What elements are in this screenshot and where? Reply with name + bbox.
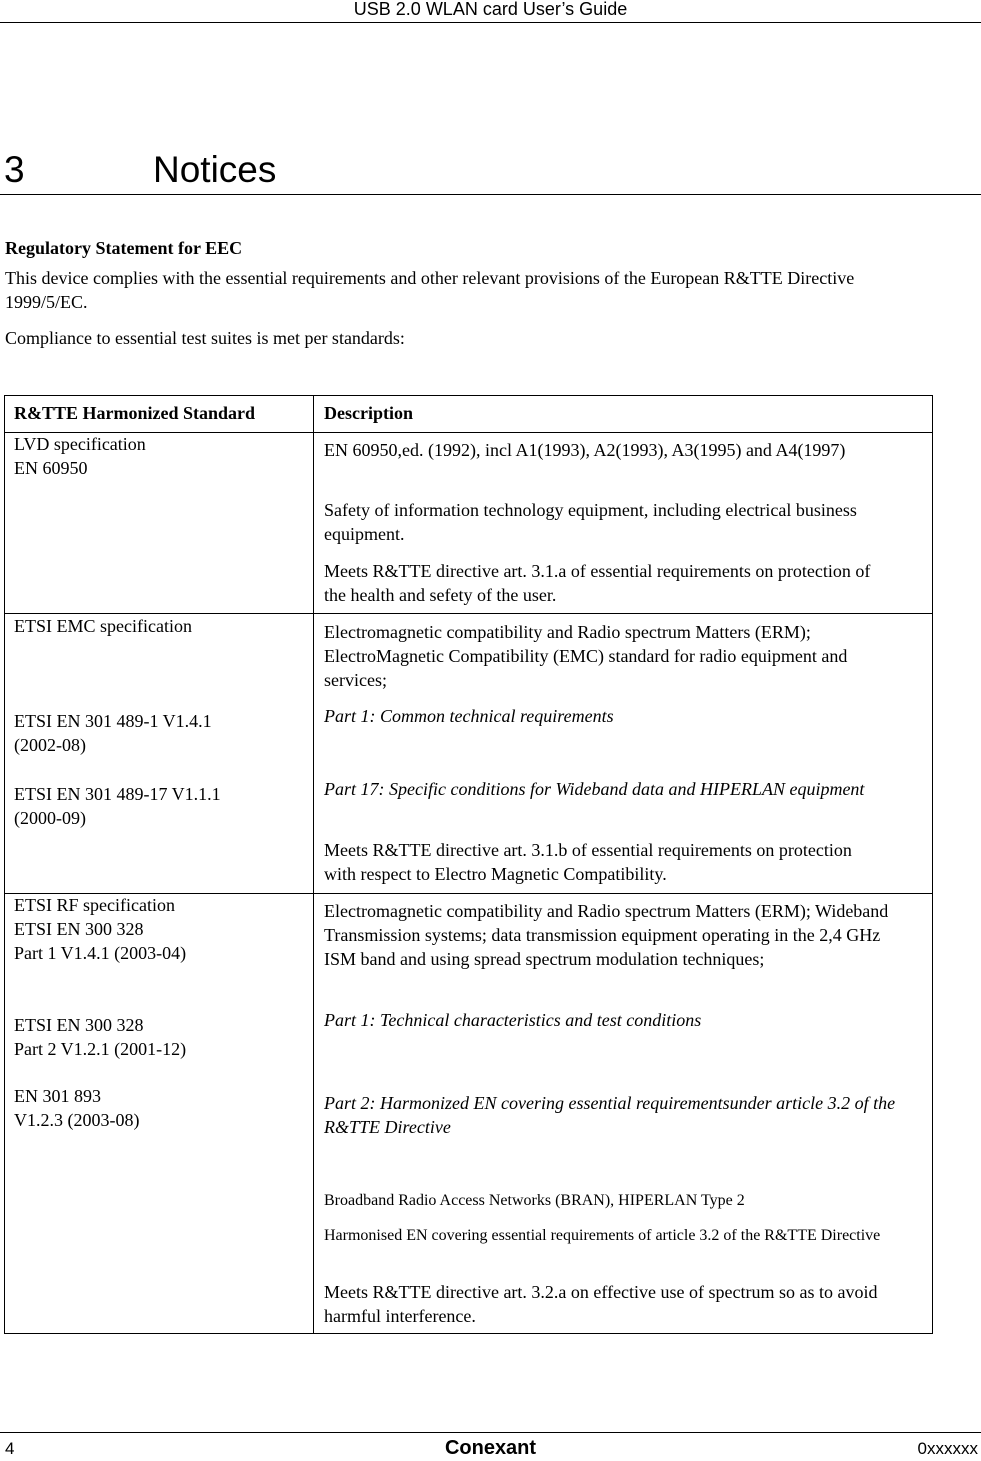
- standard-cell: LVD specification EN 60950: [14, 434, 146, 478]
- standard-cell: ETSI EN 301 489-17 V1.1.1 (2000-09): [14, 784, 221, 828]
- description-text: Safety of information technology equipment, including electrical business equipment.: [324, 500, 857, 544]
- standard-cell: ETSI RF specification ETSI EN 300 328 Part 1 V1.4.1 (2003-04): [14, 895, 187, 963]
- description-text: Meets R&TTE directive art. 3.1.a of essential requirements on protection of the health and sefety of the user.: [324, 561, 871, 605]
- description-text: EN 60950,ed. (1992), incl A1(1993), A2(1993), A3(1995) and A4(1997): [324, 440, 846, 460]
- footer-rule: [0, 1432, 981, 1433]
- compliance-paragraph: Compliance to essential test suites is met per standards:: [5, 328, 405, 348]
- standard-cell: EN 301 893 V1.2.3 (2003-08): [14, 1086, 140, 1130]
- description-text: Broadband Radio Access Networks (BRAN), HIPERLAN Type 2: [324, 1192, 745, 1209]
- description-text: Meets R&TTE directive art. 3.1.b of essential requirements on protection with respect to Electro Magnetic Compatibility.: [324, 840, 852, 884]
- standard-cell: ETSI EMC specification: [14, 616, 192, 636]
- document-number: 0xxxxxx: [917, 1439, 978, 1458]
- section-number: 3: [4, 149, 25, 190]
- description-text: Part 2: Harmonized EN covering essential requirementsunder article 3.2 of the R&TTE Directive: [324, 1093, 896, 1137]
- column-header-standard: R&TTE Harmonized Standard: [14, 403, 256, 423]
- description-text: Part 17: Specific conditions for Wideband data and HIPERLAN equipment: [324, 779, 865, 799]
- section-title: Notices: [153, 149, 277, 190]
- description-text: Part 1: Technical characteristics and test conditions: [324, 1010, 702, 1030]
- regulatory-paragraph: This device complies with the essential requirements and other relevant provisions of the European R&TTE Directive 1999/5/EC.: [5, 268, 855, 312]
- description-text: Harmonised EN covering essential requirements of article 3.2 of the R&TTE Directive: [324, 1227, 881, 1244]
- column-divider: [313, 395, 314, 1334]
- description-text: Part 1: Common technical requirements: [324, 706, 614, 726]
- running-header: USB 2.0 WLAN card User’s Guide: [353, 0, 628, 19]
- description-text: Electromagnetic compatibility and Radio spectrum Matters (ERM); Wideband Transmission systems; data transmission equipment operating in the 2,4 GHz ISM band and using spread spectrum modulation techniques;: [324, 901, 889, 969]
- header-rule: [0, 22, 981, 23]
- column-header-description: Description: [324, 403, 413, 423]
- section-rule: [0, 194, 981, 195]
- company-name: Conexant: [444, 1437, 537, 1459]
- regulatory-heading: Regulatory Statement for EEC: [5, 238, 243, 258]
- description-text: Meets R&TTE directive art. 3.2.a on effective use of spectrum so as to avoid harmful interference.: [324, 1282, 878, 1326]
- description-text: Electromagnetic compatibility and Radio spectrum Matters (ERM); ElectroMagnetic Compatibility (EMC) standard for radio equipment and services;: [324, 622, 848, 690]
- standard-cell: ETSI EN 301 489-1 V1.4.1 (2002-08): [14, 711, 212, 755]
- page-number: 4: [5, 1439, 15, 1458]
- standard-cell: ETSI EN 300 328 Part 2 V1.2.1 (2001-12): [14, 1015, 187, 1059]
